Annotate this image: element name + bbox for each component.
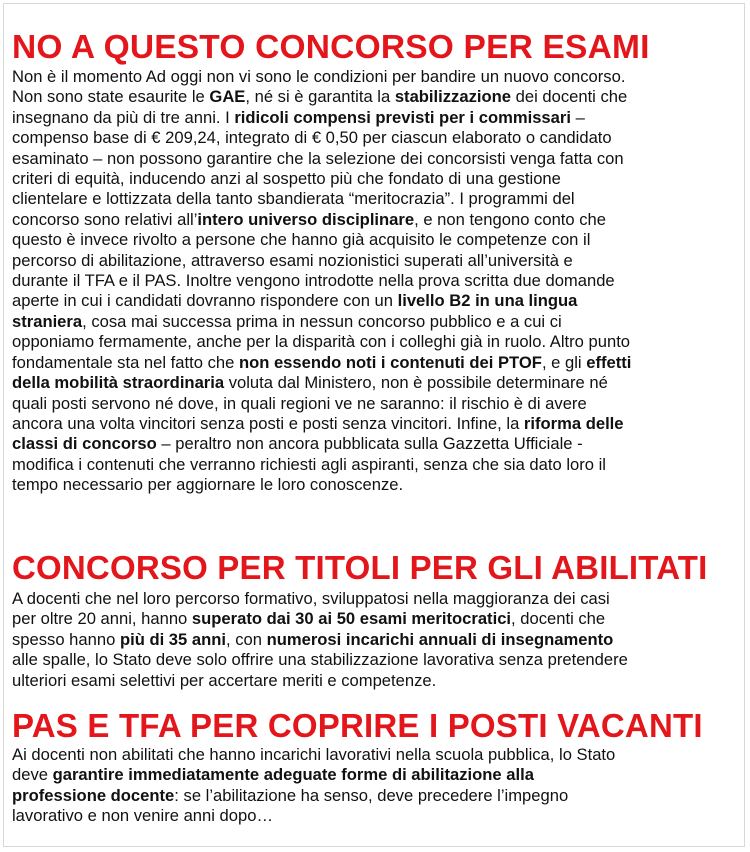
body-text: concorso sono relativi all’: [12, 209, 198, 229]
body-text: lavorativo e non venire anni dopo…: [12, 806, 274, 826]
body-text: clientelare e lottizzata della tanto sbandierata “meritocrazia”. I programmi del: [12, 189, 575, 209]
text-line: [12, 589, 746, 609]
text-line: [12, 373, 746, 393]
section-body-pas-tfa: [12, 745, 746, 827]
section-body-concorso-titoli: [12, 589, 746, 691]
section-title-no-concorso-esami: NO A QUESTO CONCORSO PER ESAMI: [12, 29, 650, 66]
text-line: [12, 671, 746, 691]
text-line: [12, 434, 746, 454]
text-line: [12, 312, 746, 332]
text-line: [12, 650, 746, 670]
text-line: [12, 169, 746, 189]
bold-text: livello B2 in una lingua: [397, 291, 578, 311]
body-text: alle spalle, lo Stato deve solo offrire una stabilizzazione lavorativa senza pretendere: [12, 650, 628, 670]
bold-text: effetti: [586, 352, 632, 372]
text-line: [12, 353, 746, 373]
body-text: , e non tengono conto che: [414, 209, 606, 229]
body-text: insegnano da più di tre anni. I: [12, 107, 235, 127]
body-text: , con: [225, 629, 267, 649]
body-text: deve: [12, 765, 53, 785]
text-line: [12, 806, 746, 826]
body-text: A docenti che nel loro percorso formativo, sviluppatosi nella maggioranza dei casi: [12, 589, 610, 608]
text-line: [12, 210, 746, 230]
bold-text: intero universo disciplinare: [197, 209, 415, 229]
body-text: modifica i contenuti che verranno richiesti agli aspiranti, senza che sia dato loro il: [12, 454, 606, 474]
text-line: [12, 128, 746, 148]
text-line: [12, 291, 746, 311]
body-text: tempo necessario per aggiornare le loro conoscenze.: [12, 475, 404, 495]
bold-text: stabilizzazione: [394, 87, 511, 107]
text-line: [12, 786, 746, 806]
text-line: [12, 630, 746, 650]
text-line: [12, 108, 746, 128]
text-line: [12, 332, 746, 352]
body-text: Non è il momento Ad oggi non vi sono le condizioni per bandire un nuovo concorso.: [12, 67, 626, 86]
bold-text: non essendo noti i contenuti dei PTOF: [238, 352, 542, 372]
section-title-pas-tfa: PAS E TFA PER COPRIRE I POSTI VACANTI: [12, 707, 703, 744]
text-line: [12, 230, 746, 250]
bold-text: della mobilità straordinaria: [12, 373, 225, 393]
text-line: [12, 455, 746, 475]
body-text: opponiamo fermamente, anche per la disparità con i colleghi già in ruolo. Altro punto: [12, 332, 631, 352]
body-text: durante il TFA e il PAS. Inoltre vengono introdotte nella prova scritta due domande: [12, 271, 615, 291]
body-text: esaminato – non possono garantire che la selezione dei concorsisti venga fatta con: [12, 148, 624, 168]
text-line: [12, 271, 746, 291]
body-text: percorso di abilitazione, attraverso esami nozionistici superati all’università e: [12, 250, 573, 270]
body-text: Ai docenti non abilitati che hanno incarichi lavorativi nella scuola pubblica, lo Stato: [12, 745, 616, 764]
body-text: Non sono state esaurite le: [12, 87, 210, 107]
text-line: [12, 394, 746, 414]
text-line: [12, 609, 746, 629]
text-line: [12, 414, 746, 434]
body-text: : se l’abilitazione ha senso, deve precedere l’impegno: [174, 785, 569, 805]
text-line: [12, 87, 746, 107]
body-text: voluta dal Ministero, non è possibile determinare né: [224, 373, 608, 393]
body-text: ancora una volta vincitori senza posti e posti senza vincitori. Infine, la: [12, 413, 524, 433]
section-body-no-concorso-esami: [12, 67, 746, 496]
bold-text: GAE: [209, 87, 246, 107]
body-text: questo è invece rivolto a persone che hanno già acquisito le competenze con il: [12, 230, 591, 250]
body-text: , cosa mai successa prima in nessun concorso pubblico e a cui ci: [82, 311, 562, 331]
text-line: [12, 765, 746, 785]
body-text: –: [570, 107, 585, 127]
bold-text: ridicoli compensi previsti per i commissari: [234, 107, 571, 127]
body-text: spesso hanno: [12, 629, 120, 649]
body-text: per oltre 20 anni, hanno: [12, 609, 192, 629]
body-text: , e gli: [541, 352, 587, 372]
body-text: fondamentale sta nel fatto che: [12, 352, 239, 372]
bold-text: riforma delle: [523, 413, 624, 433]
section-title-concorso-titoli: CONCORSO PER TITOLI PER GLI ABILITATI: [12, 549, 708, 586]
body-text: quali posti servono né dove, in quali regioni ve ne saranno: il rischio è di avere: [12, 393, 587, 413]
bold-text: numerosi incarichi annuali di insegnamento: [266, 629, 614, 649]
body-text: compenso base di € 209,24, integrato di € 0,50 per ciascun elaborato o candidato: [12, 128, 612, 148]
text-line: [12, 149, 746, 169]
body-text: aperte in cui i candidati dovranno rispondere con un: [12, 291, 398, 311]
text-line: [12, 251, 746, 271]
body-text: criteri di equità, inducendo anzi al sospetto più che fondato di una gestione: [12, 169, 561, 189]
body-text: ulteriori esami selettivi per accertare meriti e competenze.: [12, 670, 437, 690]
bold-text: superato dai 30 ai 50 esami meritocratici: [191, 609, 512, 629]
body-text: , docenti che: [511, 609, 606, 629]
text-line: [12, 475, 746, 495]
body-text: dei docenti che: [511, 87, 628, 107]
bold-text: professione docente: [12, 785, 175, 805]
bold-text: classi di concorso: [12, 434, 157, 454]
text-line: [12, 189, 746, 209]
bold-text: garantire immediatamente adeguate forme di abilitazione alla: [52, 765, 534, 785]
body-text: , né si è garantita la: [245, 87, 395, 107]
bold-text: straniera: [12, 311, 83, 331]
text-line: [12, 67, 746, 87]
bold-text: più di 35 anni: [119, 629, 226, 649]
text-line: [12, 745, 746, 765]
body-text: – peraltro non ancora pubblicata sulla Gazzetta Ufficiale -: [156, 434, 583, 454]
